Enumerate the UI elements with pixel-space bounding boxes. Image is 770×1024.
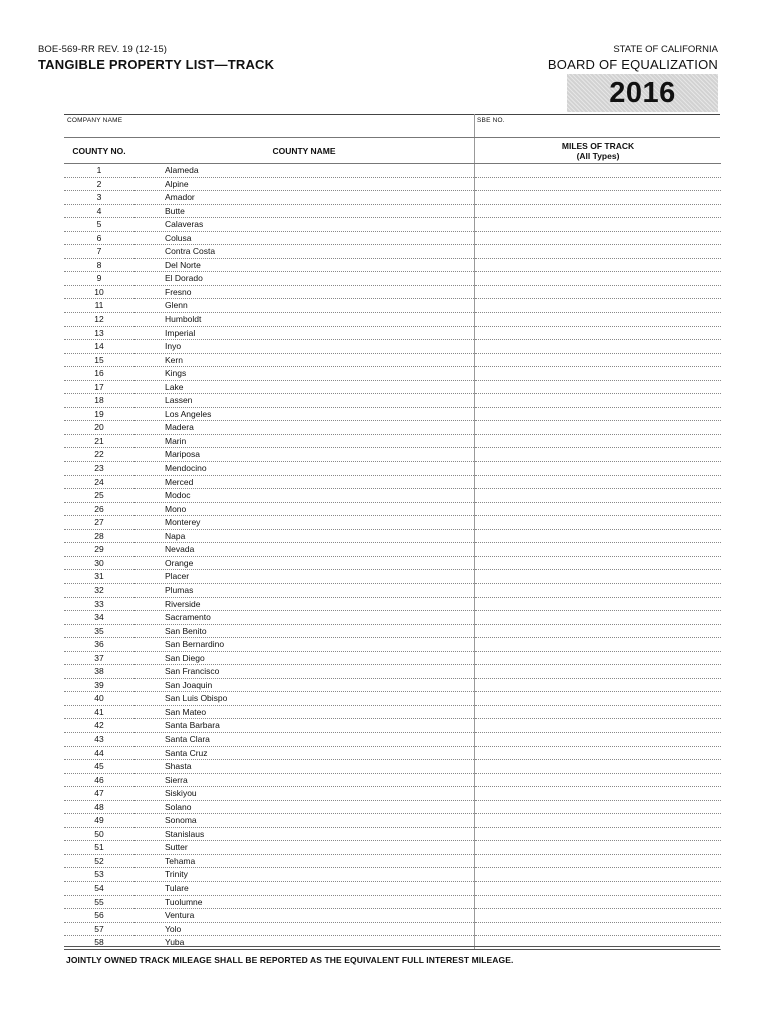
table-row [64,868,721,882]
county-no-cell: 28 [64,529,134,543]
table-row [64,204,721,218]
county-name-cell: Kings [134,367,475,381]
sbe-no-label: SBE NO. [477,117,505,124]
table-row [64,394,721,408]
miles-of-track-field[interactable] [475,204,722,218]
table-row [64,597,721,611]
county-no-cell: 51 [64,841,134,855]
county-name-cell: San Luis Obispo [134,692,475,706]
miles-of-track-field[interactable] [475,272,722,286]
miles-of-track-field[interactable] [475,462,722,476]
county-name-cell: Riverside [134,597,475,611]
miles-of-track-field[interactable] [475,868,722,882]
miles-of-track-field[interactable] [475,909,722,923]
miles-of-track-field[interactable] [475,624,722,638]
county-name-cell: Mariposa [134,448,475,462]
table-row [64,299,721,313]
county-name-cell: Orange [134,556,475,570]
table-row [64,746,721,760]
miles-of-track-field[interactable] [475,597,722,611]
table-row [64,245,721,259]
county-no-cell: 18 [64,394,134,408]
miles-of-track-field[interactable] [475,231,722,245]
county-no-cell: 33 [64,597,134,611]
table-row [64,434,721,448]
county-no-cell: 55 [64,895,134,909]
county-no-cell: 27 [64,516,134,530]
county-name-cell: Santa Clara [134,732,475,746]
county-name-cell: Tuolumne [134,895,475,909]
table-row [64,407,721,421]
miles-of-track-field[interactable] [475,191,722,205]
county-name-cell: Del Norte [134,258,475,272]
county-name-cell: Sacramento [134,611,475,625]
county-name-cell: Yuba [134,936,475,950]
county-name-cell: El Dorado [134,272,475,286]
county-no-cell: 4 [64,204,134,218]
miles-of-track-field[interactable] [475,638,722,652]
county-no-cell: 44 [64,746,134,760]
county-no-cell: 58 [64,936,134,950]
county-name-cell: Tehama [134,854,475,868]
county-name-cell: San Joaquin [134,678,475,692]
miles-header-line2: (All Types) [576,150,620,161]
table-row [64,760,721,774]
county-rows [64,164,721,950]
board-label: BOARD OF EQUALIZATION [547,57,718,72]
county-no-cell: 37 [64,651,134,665]
miles-of-track-field[interactable] [475,854,722,868]
miles-of-track-field[interactable] [475,285,722,299]
county-name-cell: Sierra [134,773,475,787]
county-no-cell: 48 [64,800,134,814]
county-no-cell: 41 [64,705,134,719]
miles-of-track-field[interactable] [475,841,722,855]
table-row [64,313,721,327]
miles-of-track-field[interactable] [475,732,722,746]
miles-of-track-field[interactable] [475,651,722,665]
state-label: STATE OF CALIFORNIA [613,44,718,55]
table-row [64,922,721,936]
miles-of-track-field[interactable] [475,434,722,448]
county-name-cell: Santa Cruz [134,746,475,760]
county-no-header: COUNTY NO. [64,138,134,164]
miles-of-track-field[interactable] [475,299,722,313]
county-no-cell: 6 [64,231,134,245]
county-name-cell: San Francisco [134,665,475,679]
miles-of-track-field[interactable] [475,245,722,259]
county-no-cell: 21 [64,434,134,448]
miles-of-track-field[interactable] [475,367,722,381]
county-no-cell: 47 [64,787,134,801]
county-no-cell: 56 [64,909,134,923]
table-row [64,895,721,909]
table-row [64,502,721,516]
county-name-cell: Amador [134,191,475,205]
county-no-cell: 2 [64,177,134,191]
miles-of-track-field[interactable] [475,218,722,232]
county-name-cell: Tulare [134,881,475,895]
county-name-cell: Kern [134,353,475,367]
county-name-cell: Siskiyou [134,787,475,801]
miles-of-track-field[interactable] [475,922,722,936]
miles-of-track-field[interactable] [475,570,722,584]
miles-of-track-field[interactable] [475,556,722,570]
table-row [64,177,721,191]
county-name-cell: Calaveras [134,218,475,232]
county-name-cell: Stanislaus [134,827,475,841]
table-row [64,543,721,557]
miles-of-track-field[interactable] [475,665,722,679]
county-no-cell: 34 [64,611,134,625]
table-header-row [64,138,721,164]
county-name-cell: Lassen [134,394,475,408]
county-name-cell: Alpine [134,177,475,191]
county-name-cell: San Bernardino [134,638,475,652]
table-row [64,529,721,543]
miles-of-track-field[interactable] [475,177,722,191]
county-name-cell: Contra Costa [134,245,475,259]
table-row [64,285,721,299]
county-name-cell: Santa Barbara [134,719,475,733]
county-name-cell: Monterey [134,516,475,530]
bottom-rule [64,946,720,950]
county-no-cell: 46 [64,773,134,787]
miles-header-line1: MILES OF TRACK [561,140,635,151]
miles-of-track-field[interactable] [475,895,722,909]
table-row [64,814,721,828]
county-no-cell: 49 [64,814,134,828]
county-no-cell: 25 [64,489,134,503]
county-no-cell: 42 [64,719,134,733]
sbe-no-field[interactable] [474,126,720,137]
county-no-cell: 10 [64,285,134,299]
form-title: TANGIBLE PROPERTY LIST—TRACK [38,57,275,72]
county-no-cell: 29 [64,543,134,557]
county-name-cell: Inyo [134,340,475,354]
county-name-cell: San Benito [134,624,475,638]
county-no-cell: 12 [64,313,134,327]
county-no-cell: 35 [64,624,134,638]
county-no-cell: 19 [64,407,134,421]
miles-of-track-field[interactable] [475,583,722,597]
miles-of-track-field[interactable] [475,800,722,814]
table-row [64,475,721,489]
county-name-cell: Fresno [134,285,475,299]
county-name-cell: Humboldt [134,313,475,327]
miles-header [475,138,722,164]
miles-of-track-field[interactable] [475,164,722,178]
county-no-cell: 38 [64,665,134,679]
miles-of-track-field[interactable] [475,380,722,394]
table-row [64,881,721,895]
miles-of-track-field[interactable] [475,340,722,354]
county-name-header: COUNTY NAME [134,138,475,164]
table-row [64,583,721,597]
miles-of-track-field[interactable] [475,516,722,530]
miles-of-track-field[interactable] [475,326,722,340]
table-row [64,489,721,503]
county-name-cell: Imperial [134,326,475,340]
table-row [64,705,721,719]
county-name-cell: Trinity [134,868,475,882]
county-no-cell: 40 [64,692,134,706]
county-no-cell: 3 [64,191,134,205]
county-no-cell: 15 [64,353,134,367]
county-name-cell: Lake [134,380,475,394]
county-no-cell: 31 [64,570,134,584]
county-no-cell: 5 [64,218,134,232]
table-row [64,353,721,367]
county-name-cell: San Diego [134,651,475,665]
table-row [64,448,721,462]
year-box [567,74,718,112]
county-name-cell: Ventura [134,909,475,923]
county-name-cell: Plumas [134,583,475,597]
miles-of-track-field[interactable] [475,827,722,841]
miles-of-track-field[interactable] [475,692,722,706]
county-no-cell: 50 [64,827,134,841]
table-row [64,665,721,679]
county-name-cell: Mendocino [134,462,475,476]
miles-of-track-field[interactable] [475,814,722,828]
county-no-cell: 32 [64,583,134,597]
county-no-cell: 16 [64,367,134,381]
county-table [64,138,721,950]
table-row [64,651,721,665]
miles-of-track-field[interactable] [475,529,722,543]
table-row [64,854,721,868]
table-row [64,827,721,841]
miles-of-track-field[interactable] [475,407,722,421]
miles-of-track-field[interactable] [475,448,722,462]
county-no-cell: 11 [64,299,134,313]
county-name-cell: Shasta [134,760,475,774]
county-no-cell: 24 [64,475,134,489]
miles-of-track-field[interactable] [475,760,722,774]
county-name-cell: Placer [134,570,475,584]
table-row [64,421,721,435]
county-name-cell: Yolo [134,922,475,936]
table-row [64,638,721,652]
county-name-cell: Sutter [134,841,475,855]
county-no-cell: 26 [64,502,134,516]
table-row [64,556,721,570]
table-row [64,678,721,692]
county-no-cell: 30 [64,556,134,570]
county-name-cell: Solano [134,800,475,814]
county-name-cell: Sonoma [134,814,475,828]
county-name-cell: Alameda [134,164,475,178]
county-no-cell: 13 [64,326,134,340]
table-row [64,340,721,354]
county-no-cell: 8 [64,258,134,272]
county-no-cell: 43 [64,732,134,746]
table-row [64,164,721,178]
county-no-cell: 57 [64,922,134,936]
miles-of-track-field[interactable] [475,489,722,503]
table-row [64,719,721,733]
table-row [64,732,721,746]
miles-of-track-field[interactable] [475,313,722,327]
miles-of-track-field[interactable] [475,258,722,272]
sbe-no-cell [474,114,720,137]
county-no-cell: 52 [64,854,134,868]
table-row [64,800,721,814]
year-label: 2016 [609,76,676,109]
company-name-label: COMPANY NAME [67,117,123,124]
table-row [64,773,721,787]
table-row [64,231,721,245]
county-name-cell: Modoc [134,489,475,503]
company-name-field[interactable] [64,126,474,137]
miles-of-track-field[interactable] [475,678,722,692]
county-name-cell: Marin [134,434,475,448]
company-name-cell [64,114,475,137]
table-row [64,841,721,855]
form-id: BOE-569-RR REV. 19 (12-15) [38,44,167,55]
table-row [64,380,721,394]
table-row [64,611,721,625]
miles-of-track-field[interactable] [475,502,722,516]
table-row [64,191,721,205]
county-name-cell: Butte [134,204,475,218]
county-no-cell: 53 [64,868,134,882]
county-name-cell: Merced [134,475,475,489]
table-row [64,624,721,638]
county-no-cell: 23 [64,462,134,476]
miles-of-track-field[interactable] [475,746,722,760]
table-row [64,462,721,476]
miles-of-track-field[interactable] [475,394,722,408]
county-no-cell: 7 [64,245,134,259]
county-no-cell: 22 [64,448,134,462]
county-name-cell: Napa [134,529,475,543]
miles-of-track-field[interactable] [475,773,722,787]
county-name-cell: San Mateo [134,705,475,719]
county-no-cell: 36 [64,638,134,652]
miles-of-track-field[interactable] [475,421,722,435]
table-row [64,570,721,584]
county-name-cell: Mono [134,502,475,516]
table-row [64,218,721,232]
county-name-cell: Glenn [134,299,475,313]
table-row [64,516,721,530]
county-no-cell: 39 [64,678,134,692]
table-row [64,258,721,272]
table-row [64,787,721,801]
county-name-cell: Los Angeles [134,407,475,421]
miles-of-track-field[interactable] [475,787,722,801]
county-name-cell: Madera [134,421,475,435]
table-row [64,909,721,923]
county-no-cell: 54 [64,881,134,895]
miles-of-track-field[interactable] [475,543,722,557]
miles-of-track-field[interactable] [475,475,722,489]
miles-of-track-field[interactable] [475,881,722,895]
county-no-cell: 20 [64,421,134,435]
table-row [64,272,721,286]
footnote: JOINTLY OWNED TRACK MILEAGE SHALL BE REPORTED AS THE EQUIVALENT FULL INTEREST MILEAGE. [66,955,514,965]
county-name-cell: Colusa [134,231,475,245]
miles-of-track-field[interactable] [475,611,722,625]
table-row [64,367,721,381]
county-no-cell: 17 [64,380,134,394]
miles-of-track-field[interactable] [475,719,722,733]
table-row [64,326,721,340]
miles-of-track-field[interactable] [475,705,722,719]
county-no-cell: 9 [64,272,134,286]
table-row [64,692,721,706]
county-no-cell: 45 [64,760,134,774]
county-no-cell: 1 [64,164,134,178]
miles-of-track-field[interactable] [475,353,722,367]
county-name-cell: Nevada [134,543,475,557]
county-no-cell: 14 [64,340,134,354]
